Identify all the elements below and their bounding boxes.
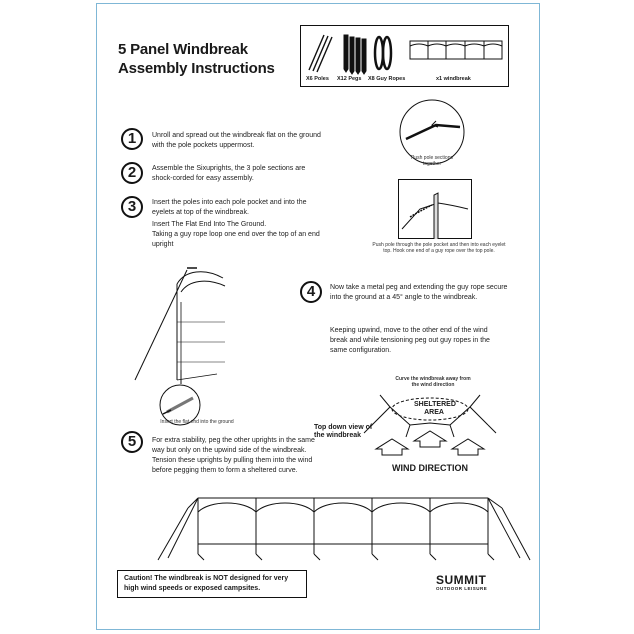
step-2-text: Assemble the Sixuprights, the 3 pole sections are shock-corded for easy assembly. — [152, 165, 306, 182]
title-line-2: Assembly Instructions — [118, 60, 275, 77]
caption-push-through: Push pole through the pole pocket and then into each eyelet top. Hook one end of a guy rope over the top pole. — [372, 242, 506, 254]
step-4-text: Now take a metal peg and extending the guy rope secure into the ground at a 45° angle to the windbreak. — [330, 284, 508, 301]
step-5-number: 5 — [121, 431, 143, 453]
step-3-text: Insert the poles into each pole pocket and into the eyelets at top of the windbreak. — [152, 199, 307, 216]
sheltered-area-label: SHELTERED AREA — [414, 401, 456, 416]
windbreak-icon — [410, 41, 502, 59]
wind-direction-label: WIND DIRECTION — [392, 463, 468, 473]
end-upright-illustration — [125, 262, 255, 427]
caption-poles: X6 Poles — [306, 76, 329, 82]
page-title — [118, 40, 275, 78]
step-1-text: Unroll and spread out the windbreak flat on the ground with the pole pockets uppermost. — [152, 132, 321, 149]
caption-curve: Curve the windbreak away from the wind direction — [395, 376, 471, 388]
caption-pegs: X12 Pegs — [337, 76, 362, 82]
poles-icon — [309, 35, 332, 72]
guy-ropes-icon — [375, 37, 391, 69]
top-down-caption: Top down view of the windbreak — [314, 424, 373, 439]
caption-push-pole: Push pole sections together — [411, 155, 453, 167]
step-2-number: 2 — [121, 162, 143, 184]
pegs-icon — [344, 35, 366, 74]
caption-flat-end: Insert the flat end into the ground — [160, 419, 234, 425]
caution-box: Caution! The windbreak is NOT designed for very high wind speeds or exposed campsites. — [117, 570, 307, 598]
step-5-text: For extra stability, peg the other uprights in the same way but only on the upwind side of the windbreak. Tension these uprights by pulling them into the wind before pegging them to form a sheltered curve. — [152, 437, 315, 474]
assembled-windbreak-illustration — [158, 488, 536, 566]
caption-windbreak: x1 windbreak — [436, 76, 471, 82]
brand-logo: SUMMIT — [436, 573, 487, 587]
caption-ropes: X8 Guy Ropes — [368, 76, 406, 82]
step-4-number: 4 — [300, 281, 322, 303]
step-3-number: 3 — [121, 196, 143, 218]
step-1-number: 1 — [121, 128, 143, 150]
title-line-1: 5 Panel Windbreak — [118, 41, 248, 58]
step-3-extra-2: Taking a guy rope loop one end over the top of an end upright — [152, 231, 320, 248]
eyelet-illustration — [398, 179, 472, 239]
step-4-extra-1: Keeping upwind, move to the other end of the wind break and while tensioning peg out guy ropes in the same configuration. — [330, 327, 490, 354]
step-3-extra-1: Insert The Flat End Into The Ground. — [152, 221, 267, 228]
brand-tagline: OUTDOOR LEISURE — [436, 586, 488, 591]
